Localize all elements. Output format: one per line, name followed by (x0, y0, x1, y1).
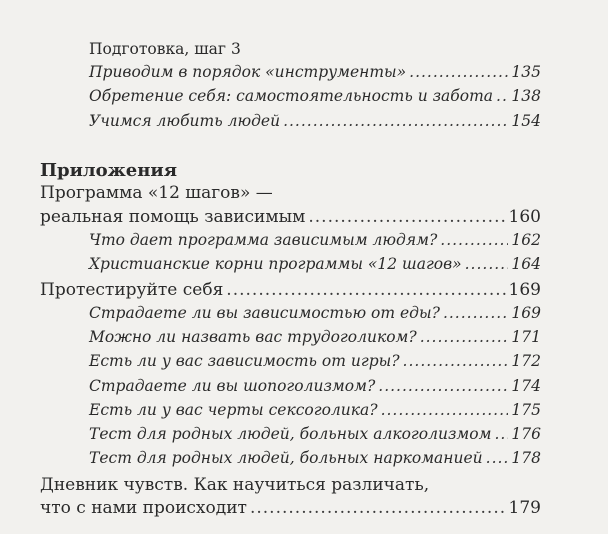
leader-dots (465, 255, 509, 273)
toc-entry-text: реальная помощь зависимым (40, 207, 306, 227)
toc-entry-page: 160 (508, 207, 541, 227)
toc-entry-text: что с нами происходит (40, 498, 247, 518)
toc-entry-page: 169 (508, 280, 541, 300)
leader-dots (250, 498, 506, 518)
program-title-line1: Программа «12 шагов» — (40, 183, 273, 203)
toc-entry-page: 179 (508, 498, 541, 518)
toc-entry-page: 178 (511, 449, 541, 467)
toc-entry-page: 176 (511, 425, 541, 443)
toc-entry-text: Страдаете ли вы зависимостью от еды? (89, 304, 440, 322)
diary-title-line1: Дневник чувств. Как научиться различать, (40, 475, 430, 495)
toc-entry-text: Есть ли у вас черты сексоголика? (89, 401, 378, 419)
toc-entry-main (40, 498, 541, 518)
toc-entry (89, 231, 541, 249)
leader-dots (443, 304, 508, 322)
toc-entry (89, 87, 541, 105)
appendix-heading: Приложения (40, 160, 178, 181)
leader-dots (226, 280, 505, 300)
toc-entry (89, 112, 541, 130)
toc-entry (89, 328, 541, 346)
toc-entry-main (40, 207, 541, 227)
toc-entry-text: Обретение себя: самостоятельность и забота (89, 87, 494, 105)
toc-entry-text: Можно ли назвать вас трудоголиком? (89, 328, 417, 346)
leader-dots (496, 87, 508, 105)
toc-entry-page: 169 (511, 304, 541, 322)
toc-entry (89, 377, 541, 395)
leader-dots (420, 328, 509, 346)
toc-entry-page: 172 (511, 352, 541, 370)
leader-dots (486, 449, 509, 467)
toc-entry (89, 304, 541, 322)
toc-entry-page: 135 (511, 63, 541, 81)
toc-entry-page: 154 (511, 112, 541, 130)
toc-entry-page: 174 (511, 377, 541, 395)
toc-entry-text: Христианские корни программы «12 шагов» (89, 255, 462, 273)
toc-entry (89, 63, 541, 81)
toc-entry-text: Приводим в порядок «инструменты» (89, 63, 407, 81)
leader-dots (409, 63, 508, 81)
toc-entry-text: Тест для родных людей, больных наркоманией (89, 449, 483, 467)
leader-dots (283, 112, 508, 130)
toc-entry (89, 255, 541, 273)
toc-entry-text: Есть ли у вас зависимость от игры? (89, 352, 400, 370)
leader-dots (308, 207, 505, 227)
toc-entry-text: Протестируйте себя (40, 280, 224, 300)
toc-entry-page: 162 (511, 231, 541, 249)
section-title: Подготовка, шаг 3 (89, 40, 241, 58)
leader-dots (381, 401, 509, 419)
toc-entry-page: 138 (511, 87, 541, 105)
toc-entry (89, 401, 541, 419)
toc-entry-text: Страдаете ли вы шопоголизмом? (89, 377, 376, 395)
toc-entry-text: Тест для родных людей, больных алкоголизмом (89, 425, 492, 443)
toc-entry-text: Что дает программа зависимым людям? (89, 231, 438, 249)
leader-dots (403, 352, 509, 370)
toc-entry-page: 164 (511, 255, 541, 273)
leader-dots (378, 377, 508, 395)
toc-entry (89, 425, 541, 443)
toc-entry (89, 352, 541, 370)
toc-entry-main (40, 280, 541, 300)
leader-dots (440, 231, 508, 249)
toc-entry (89, 449, 541, 467)
toc-entry-page: 175 (511, 401, 541, 419)
leader-dots (494, 425, 508, 443)
toc-entry-text: Учимся любить людей (89, 112, 281, 130)
toc-entry-page: 171 (511, 328, 541, 346)
